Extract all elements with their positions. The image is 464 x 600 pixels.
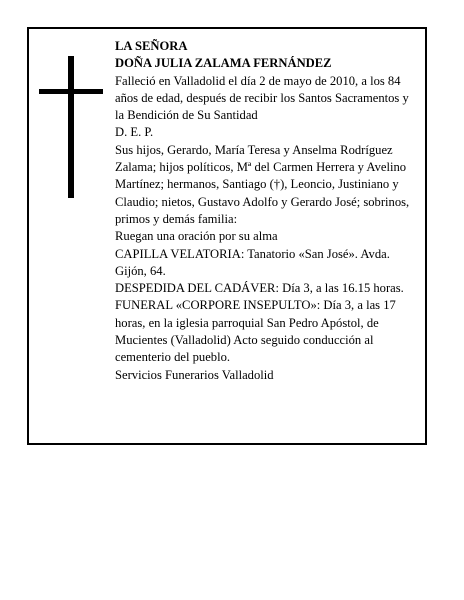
family-list: Sus hijos, Gerardo, María Teresa y Anselma Rodríguez Zalama; hijos políticos, Mª del Carmen Herrera y Avelino Martínez; hermanos, Santiago (†), Leoncio, Justiniano y Claudio; nietos, Gustavo Adolfo y Gerardo José; sobrinos, primos y demás familia: (115, 142, 410, 226)
cross-horizontal-bar (39, 89, 103, 94)
deceased-name: DOÑA JULIA ZALAMA FERNÁNDEZ (115, 56, 332, 71)
funeral-services: Servicios Funerarios Valladolid (115, 367, 274, 382)
prayer-request: Ruegan una oración por su alma (115, 229, 278, 244)
dep-line: D. E. P. (115, 125, 154, 140)
death-info: Falleció en Valladolid el día 2 de mayo de 2010, a los 84 años de edad, después de recibir los Santos Sacramentos y la Bendición de Su Santidad (115, 73, 409, 123)
farewell-info: DESPEDIDA DEL CADÁVER: Día 3, a las 16.15 horas. (115, 281, 404, 296)
funeral-info: FUNERAL «CORPORE INSEPULTO»: Día 3, a las 17 horas, en la iglesia parroquial San Pedro Apóstol, de Mucientes (Valladolid) Acto seguido conducción al cementerio del pueblo. (115, 298, 396, 365)
chapel-info: CAPILLA VELATORIA: Tanatorio «San José». Avda. Gijón, 64. (115, 246, 390, 278)
notice-heading: LA SEÑORA (115, 39, 188, 53)
cross-vertical-bar (68, 56, 74, 198)
notice-text (115, 38, 415, 384)
cross-icon (39, 56, 103, 198)
obituary-notice (27, 27, 427, 445)
